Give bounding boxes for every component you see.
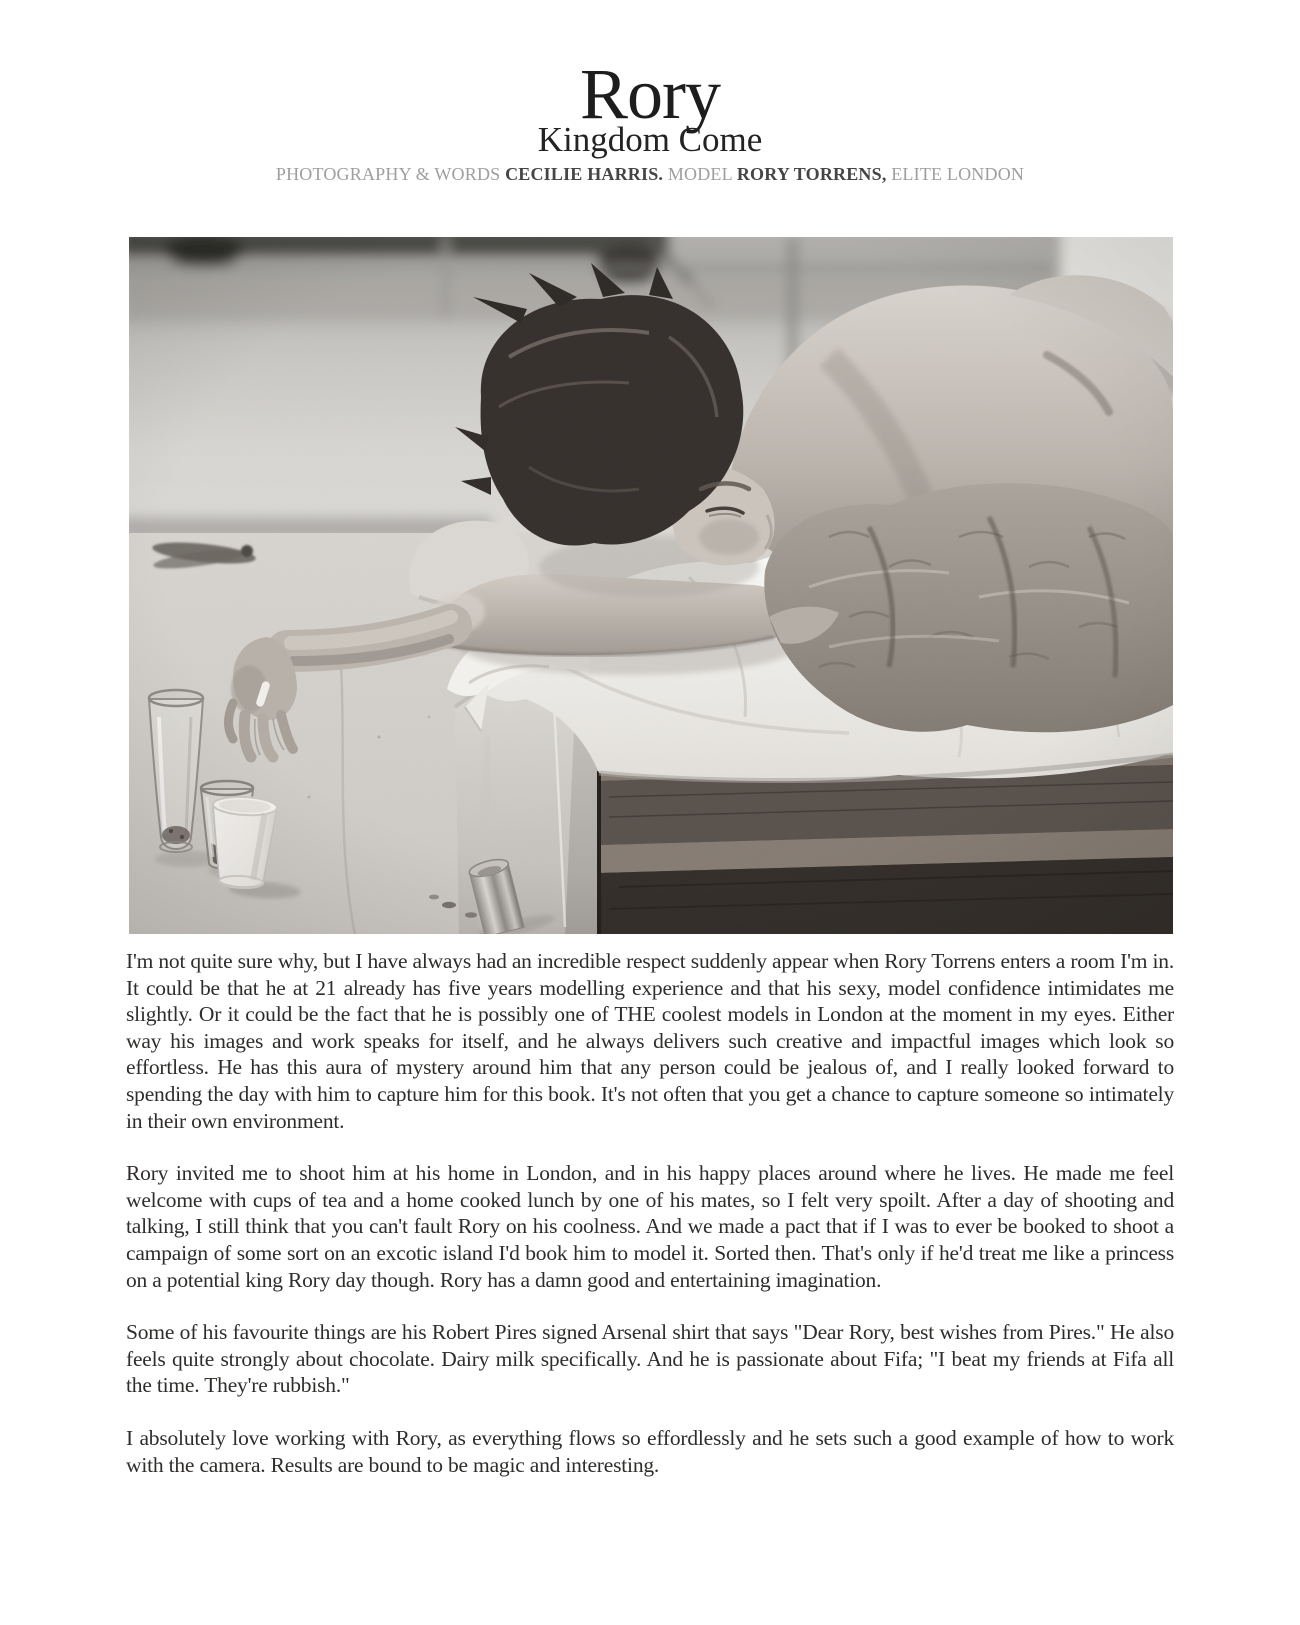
byline-agency-label: ELITE LONDON xyxy=(886,164,1025,184)
byline-photography-label: PHOTOGRAPHY & WORDS xyxy=(275,164,506,184)
byline-model-label: MODEL xyxy=(663,164,737,184)
page-subtitle: Kingdom Come xyxy=(537,120,763,159)
byline xyxy=(126,165,1174,183)
byline-model-name: RORY TORRENS, xyxy=(736,164,887,184)
hero-photo-frame xyxy=(126,237,1174,934)
article-paragraph: Rory invited me to shoot him at his home in London, and in his happy places around where he lives. He made me feel welcome with cups of tea and a home cooked lunch by one of his mates, so I felt very spoilt. After a day of shooting and talking, I still think that you can't fault Rory on his coolness. And we made a pact that if I was to ever be booked to shoot a campaign of some sort on an excotic island I'd book him to model it. Sorted then. That's only if he'd treat me like a princess on a potential king Rory day though. Rory has a damn good and entertaining imagination. xyxy=(126,1161,1174,1292)
hero-photo xyxy=(129,237,1173,934)
byline-photographer-name: CECILIE HARRIS. xyxy=(505,164,664,184)
page-title: Rory xyxy=(580,54,720,134)
article-paragraph: I'm not quite sure why, but I have always had an incredible respect suddenly appear when Rory Torrens enters a room I'm in. It could be that he at 21 already has five years modelling experience and that his sexy, model confidence intimidates me slightly. Or it could be the fact that he is possibly one of THE coolest models in London at the moment in my eyes. Either way his images and work speaks for itself, and he always delivers such creative and impactful images which look so effortless. He has this aura of mystery around him that any person could be jealous of, and I really looked forward to spending the day with him to capture him for this book. It's not often that you get a chance to capture someone so intimately in their own environment. xyxy=(126,949,1174,1133)
article-paragraph: I absolutely love working with Rory, as everything flows so effordlessly and he sets such a good example of how to work with the camera. Results are bound to be magic and interesting. xyxy=(126,1425,1174,1477)
masthead xyxy=(126,0,1174,183)
photo-grain xyxy=(129,237,1173,934)
article-body xyxy=(126,948,1174,1478)
article-paragraph: Some of his favourite things are his Robert Pires signed Arsenal shirt that says "Dear Rory, best wishes from Pires." He also feels quite strongly about chocolate. Dairy milk specifically. And he is passionate about Fifa; "I beat my friends at Fifa all the time. They're rubbish." xyxy=(126,1320,1174,1398)
